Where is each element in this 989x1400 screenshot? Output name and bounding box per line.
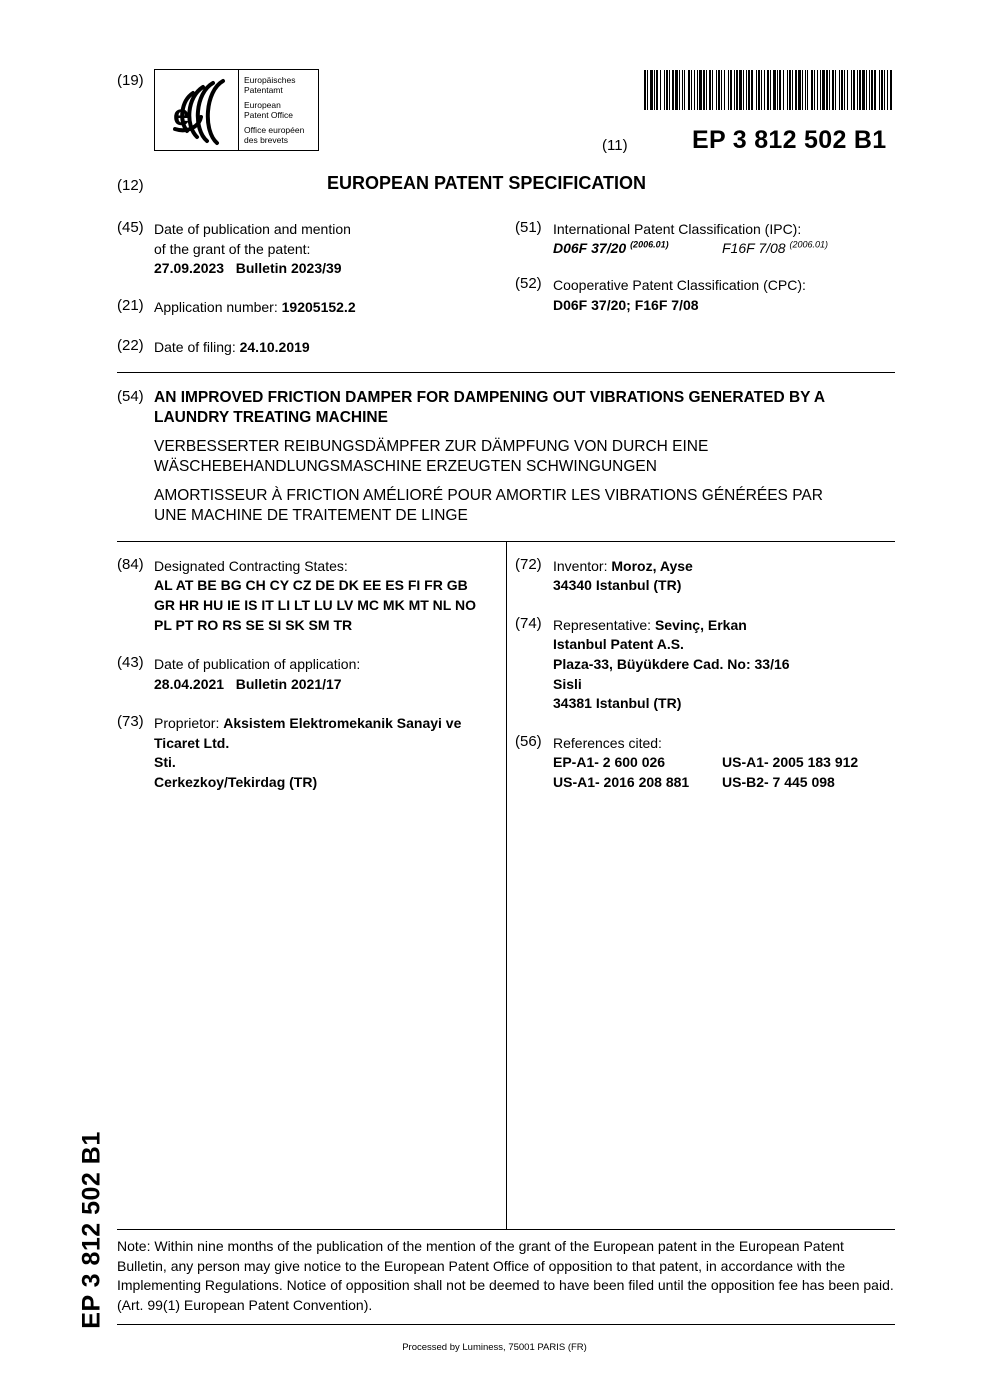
application-number-value: 19205152.2 xyxy=(281,299,356,315)
reference-item: US-A1- 2005 183 912 xyxy=(722,754,859,770)
inid-12: (12) xyxy=(117,177,144,194)
inid-22: (22) xyxy=(117,337,144,354)
proprietor-label: Proprietor: xyxy=(154,715,224,731)
cpc-value: D06F 37/20; F16F 7/08 xyxy=(553,297,699,313)
application-number-label: Application number: xyxy=(154,299,282,315)
svg-text:e: e xyxy=(173,99,190,132)
office-name-de-2: Patentamt xyxy=(244,84,283,95)
proprietor xyxy=(154,713,461,733)
cpc-label: Cooperative Patent Classification (CPC): xyxy=(553,277,806,293)
reference-item: US-B2- 7 445 098 xyxy=(722,774,835,790)
inid-54: (54) xyxy=(117,388,144,405)
inid-73: (73) xyxy=(117,713,144,730)
grant-pub-label-1: Date of publication and mention xyxy=(154,221,351,237)
title-english xyxy=(154,388,894,428)
inventor-name: Moroz, Ayse xyxy=(611,558,693,574)
inid-72: (72) xyxy=(515,556,542,573)
inid-11: (11) xyxy=(602,137,628,154)
inid-43: (43) xyxy=(117,654,144,671)
side-document-number: EP 3 812 502 B1 xyxy=(77,1131,106,1329)
title-german xyxy=(154,437,894,477)
designated-states-line-1: AL AT BE BG CH CY CZ DE DK EE ES FI FR GB xyxy=(154,577,468,593)
office-name-en-2: Patent Office xyxy=(244,109,293,120)
filing-date-label: Date of filing: xyxy=(154,339,240,355)
inventor-address: 34340 Istanbul (TR) xyxy=(553,577,682,593)
application-number xyxy=(154,297,356,317)
reference-item: US-A1- 2016 208 881 xyxy=(553,774,690,790)
ipc-secondary xyxy=(722,238,828,258)
grant-pub-label-2: of the grant of the patent: xyxy=(154,241,311,257)
inid-19: (19) xyxy=(117,72,144,89)
logo-divider xyxy=(238,70,239,150)
title-german-line-1: VERBESSERTER REIBUNGSDÄMPFER ZUR DÄMPFUNG VON DURCH EINE xyxy=(154,438,709,455)
inid-45: (45) xyxy=(117,219,144,236)
title-german-line-2: WÄSCHEBEHANDLUNGSMASCHINE ERZEUGTEN SCHWINGUNGEN xyxy=(154,458,657,475)
representative xyxy=(553,615,747,635)
proprietor-address: Cerkezkoy/Tekirdag (TR) xyxy=(154,774,318,790)
inid-51: (51) xyxy=(515,219,542,236)
designated-states-label: Designated Contracting States: xyxy=(154,558,348,574)
inid-52: (52) xyxy=(515,275,542,292)
inid-56: (56) xyxy=(515,733,542,750)
proprietor-name-line-2: Ticaret Ltd. xyxy=(154,735,230,751)
application-pub-value: 28.04.2021 Bulletin 2021/17 xyxy=(154,676,342,692)
office-name-de-1: Europäisches xyxy=(244,75,296,85)
divider-note-bottom xyxy=(117,1324,895,1325)
designated-states-line-3: PL PT RO RS SE SI SK SM TR xyxy=(154,617,353,633)
representative-district: Sisli xyxy=(553,676,582,692)
ipc-primary-version: (2006.01) xyxy=(630,239,669,250)
proprietor-name-line-1: Aksistem Elektromekanik Sanayi ve xyxy=(223,715,462,731)
inid-84: (84) xyxy=(117,556,144,573)
office-name-en-1: European xyxy=(244,100,281,110)
representative-firm: Istanbul Patent A.S. xyxy=(553,636,684,652)
inventor xyxy=(553,556,693,576)
references-label: References cited: xyxy=(553,735,662,751)
epo-emblem-icon xyxy=(157,71,237,149)
office-name-fr-2: des brevets xyxy=(244,134,288,145)
filing-date xyxy=(154,337,310,357)
spec-title: EUROPEAN PATENT SPECIFICATION xyxy=(327,173,647,193)
office-name-fr-1: Office européen xyxy=(244,125,305,135)
barcode xyxy=(644,70,894,110)
ipc-secondary-code: F16F 7/08 xyxy=(722,240,786,256)
representative-city: 34381 Istanbul (TR) xyxy=(553,695,682,711)
inid-21: (21) xyxy=(117,297,144,314)
title-french-line-1: AMORTISSEUR À FRICTION AMÉLIORÉ POUR AMORTIR LES VIBRATIONS GÉNÉRÉES PAR xyxy=(154,487,823,504)
inventor-label: Inventor: xyxy=(553,558,612,574)
opposition-note: Note: Within nine months of the publication of the mention of the grant of the European patent in the European Patent Bulletin, any person may give notice to the European Patent Office of opposition to that patent, in accordance with the Implementing Regulations. Notice of opposition shall not be deemed to have been filed until the opposition fee has been paid. (Art. 99(1) European Patent Convention). xyxy=(117,1238,894,1313)
inid-74: (74) xyxy=(515,615,542,632)
divider-note-top xyxy=(117,1229,895,1230)
ipc-primary-code: D06F 37/20 xyxy=(553,240,627,256)
divider-top xyxy=(117,372,895,373)
grant-pub-value: 27.09.2023 Bulletin 2023/39 xyxy=(154,260,342,276)
title-french xyxy=(154,486,894,526)
reference-item: EP-A1- 2 600 026 xyxy=(553,754,666,770)
representative-street: Plaza-33, Büyükdere Cad. No: 33/16 xyxy=(553,656,790,672)
representative-name: Sevinç, Erkan xyxy=(654,617,747,633)
ipc-primary xyxy=(553,238,669,258)
epo-logo xyxy=(154,69,319,151)
proprietor-name-line-3: Sti. xyxy=(154,754,176,770)
title-english-line-1: AN IMPROVED FRICTION DAMPER FOR DAMPENING OUT VIBRATIONS GENERATED BY A xyxy=(154,389,826,406)
title-french-line-2: UNE MACHINE DE TRAITEMENT DE LINGE xyxy=(154,507,468,524)
application-pub-label: Date of publication of application: xyxy=(154,656,361,672)
document-number: EP 3 812 502 B1 xyxy=(692,126,887,154)
designated-states-line-2: GR HR HU IE IS IT LI LT LU LV MC MK MT NL NO xyxy=(154,597,476,613)
title-english-line-2: LAUNDRY TREATING MACHINE xyxy=(154,409,388,426)
filing-date-value: 24.10.2019 xyxy=(239,339,310,355)
ipc-secondary-version: (2006.01) xyxy=(789,239,828,250)
ipc-label: International Patent Classification (IPC): xyxy=(553,221,802,237)
footer-processed-by: Processed by Luminess, 75001 PARIS (FR) xyxy=(402,1342,587,1353)
representative-label: Representative: xyxy=(553,617,655,633)
column-divider xyxy=(506,541,507,1229)
